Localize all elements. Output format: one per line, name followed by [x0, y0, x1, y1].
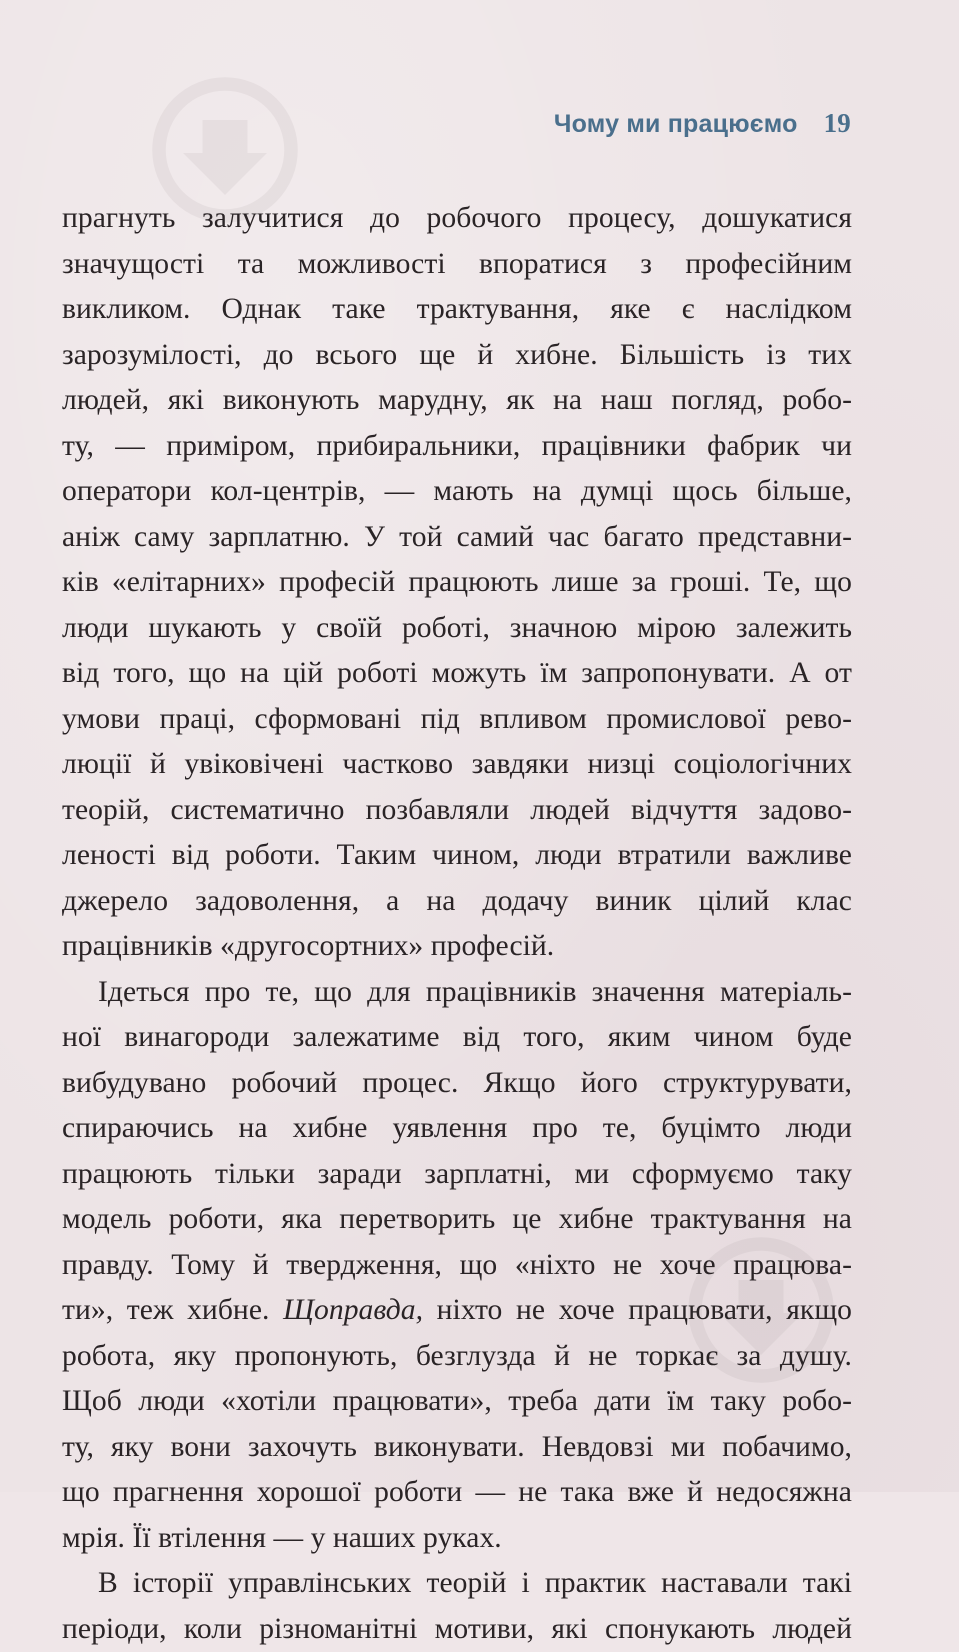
text-line: спираючись на хибне уявлення про те, буцімто люди — [62, 1106, 852, 1152]
running-head — [554, 108, 851, 139]
text-line: людей, які виконують марудну, як на наш погляд, робо- — [62, 378, 852, 424]
text-line-mixed — [62, 1288, 852, 1334]
text-line: що прагнення хорошої роботи — не така вже й недосяжна — [62, 1470, 852, 1516]
text-line: Щоб люди «хотіли працювати», треба дати їм таку робо- — [62, 1379, 852, 1425]
text-line: мрія. Її втілення — у наших руках. — [62, 1516, 852, 1562]
text-line: ту, — приміром, прибиральники, працівники фабрик чи — [62, 424, 852, 470]
body-text — [62, 196, 852, 1652]
text-line: оператори кол-центрів, — мають на думці щось більше, — [62, 469, 852, 515]
text-line: від того, що на цій роботі можуть їм запропонувати. А от — [62, 651, 852, 697]
text-line: працюють тільки заради зарплатні, ми сформуємо таку — [62, 1152, 852, 1198]
text-line: викликом. Однак таке трактування, яке є наслідком — [62, 287, 852, 333]
text-line: модель роботи, яка перетворить це хибне трактування на — [62, 1197, 852, 1243]
text-line: люції й увіковічені частково завдяки низці соціологічних — [62, 742, 852, 788]
text-segment: ти», теж хибне. — [62, 1294, 269, 1326]
text-line: працівників «другосортних» професій. — [62, 924, 852, 970]
text-line: Ідеться про те, що для працівників значення матеріаль- — [62, 970, 852, 1016]
chapter-title: Чому ми працюємо — [554, 110, 798, 139]
text-line: умови праці, сформовані під впливом промислової рево- — [62, 697, 852, 743]
text-line: періоди, коли різноманітні мотиви, які спонукають людей — [62, 1607, 852, 1652]
text-line: прагнуть залучитися до робочого процесу, дошукатися — [62, 196, 852, 242]
text-segment: ніхто не хоче працювати, якщо — [423, 1294, 852, 1326]
text-line: робота, яку пропонують, безглузда й не торкає за душу. — [62, 1334, 852, 1380]
text-line: правду. Тому й твердження, що «ніхто не хоче працюва- — [62, 1243, 852, 1289]
text-line: зарозумілості, до всього ще й хибне. Більшість із тих — [62, 333, 852, 379]
text-line: В історії управлінських теорій і практик наставали такі — [62, 1561, 852, 1607]
text-line: ків «елітарних» професій працюють лише за гроші. Те, що — [62, 560, 852, 606]
text-line: джерело задоволення, а на додачу виник цілий клас — [62, 879, 852, 925]
text-line: леності від роботи. Таким чином, люди втратили важливе — [62, 833, 852, 879]
text-line: теорій, систематично позбавляли людей відчуття задово- — [62, 788, 852, 834]
text-line: значущості та можливості впоратися з професійним — [62, 242, 852, 288]
text-line: аніж саму зарплатню. У той самий час багато представни- — [62, 515, 852, 561]
italic-emphasis: Щоправда, — [283, 1294, 423, 1326]
text-line: ту, яку вони захочуть виконувати. Невдовзі ми побачимо, — [62, 1425, 852, 1471]
page-number: 19 — [824, 108, 851, 139]
text-line: ної винагороди залежатиме від того, яким чином буде — [62, 1015, 852, 1061]
text-line: люди шукають у своїй роботі, значною мірою залежить — [62, 606, 852, 652]
text-line: вибудувано робочий процес. Якщо його структурувати, — [62, 1061, 852, 1107]
